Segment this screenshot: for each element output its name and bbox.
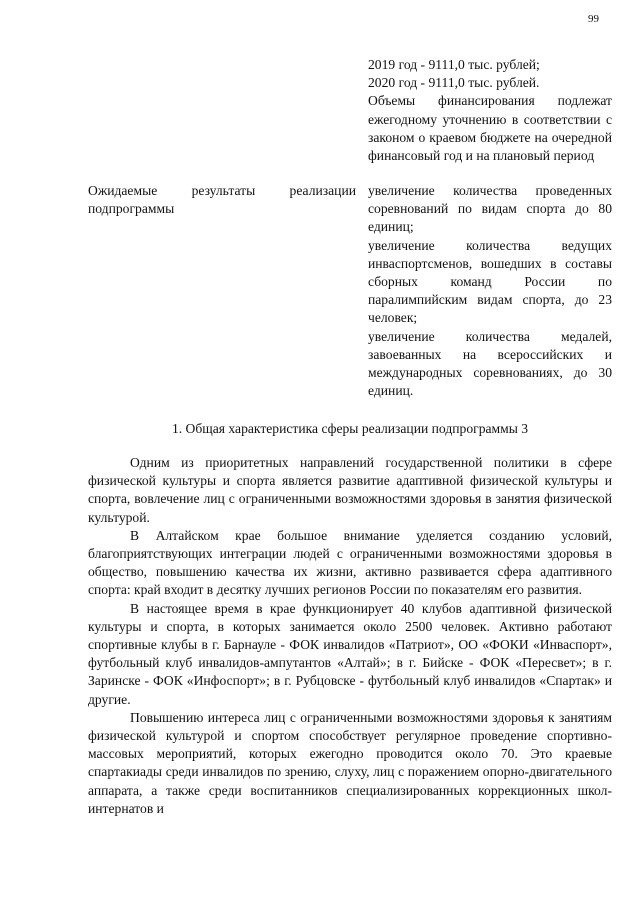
financing-note: Объемы финансирования подлежат ежегодному уточнению в соответствии с законом о краевом бюджете на очередной финансовый год и на плановый период xyxy=(368,93,612,164)
body-paragraph: Одним из приоритетных направлений государственной политики в сфере физической культуры и спорта является развитие адаптивной физической культуры и спорта, вовлечение лиц с ограниченными возможностями здоровья в занятия физической культурой. xyxy=(88,455,612,525)
body-paragraph: В настоящее время в крае функционирует 40 клубов адаптивной физической культуры и спорта, в которых занимается около 2500 человек. Активно работают спортивные клубы в г. Барнауле - ФОК инвалидов «Патриот», ОО «ФОКИ «Инваспорт», футбольный клуб инвалидов-ампутантов «Алтай»; в г. Бийске - ФОК «Пересвет»; в г. Заринске - ФОК «Инфоспорт»; в г. Рубцовске - футбольный клуб инвалидов «Спартак» и другие. xyxy=(88,600,612,707)
expected-results-list xyxy=(368,182,612,400)
expected-result-item: увеличение количества проведенных соревнований по видам спорта до 80 единиц; xyxy=(368,183,612,235)
financing-block xyxy=(368,56,612,165)
expected-result-item: увеличение количества ведущих инваспортсменов, вошедших в составы сборных команд России по паралимпийским видам спорта, до 23 человек; xyxy=(368,237,612,326)
body-paragraph: В Алтайском крае большое внимание уделяется созданию условий, благоприятствующих интеграции людей с ограниченными возможностями здоровья в общество, повышению качества их жизни, активно развивается сфера адаптивного спорта: край входит в десятку лучших регионов России по показателям его развития. xyxy=(88,527,612,598)
body-paragraph: Повышению интереса лиц с ограниченными возможностями здоровья к занятиям физической культурой и спортом способствует регулярное проведение спортивно-массовых мероприятий, которых ежегодно проводится около 70. Это краевые спартакиады среди инвалидов по зрению, слуху, лиц с поражением опорно-двигательного аппарата, а также среди воспитанников специализированных коррекционных школ-интернатов и xyxy=(88,709,612,816)
financing-2020-line: 2020 год - 9111,0 тыс. рублей. xyxy=(368,75,540,91)
section-heading: 1. Общая характеристика сферы реализации подпрограммы 3 xyxy=(171,421,529,436)
financing-2019-line: 2019 год - 9111,0 тыс. рублей; xyxy=(368,57,540,72)
expected-result-item: увеличение количества медалей, завоеванных на всероссийских и международных соревнованиях, до 30 единиц. xyxy=(368,328,612,399)
section-body xyxy=(88,454,612,818)
page-number: 99 xyxy=(588,13,599,25)
expected-results-label: Ожидаемые результаты реализации подпрограммы xyxy=(88,183,356,217)
